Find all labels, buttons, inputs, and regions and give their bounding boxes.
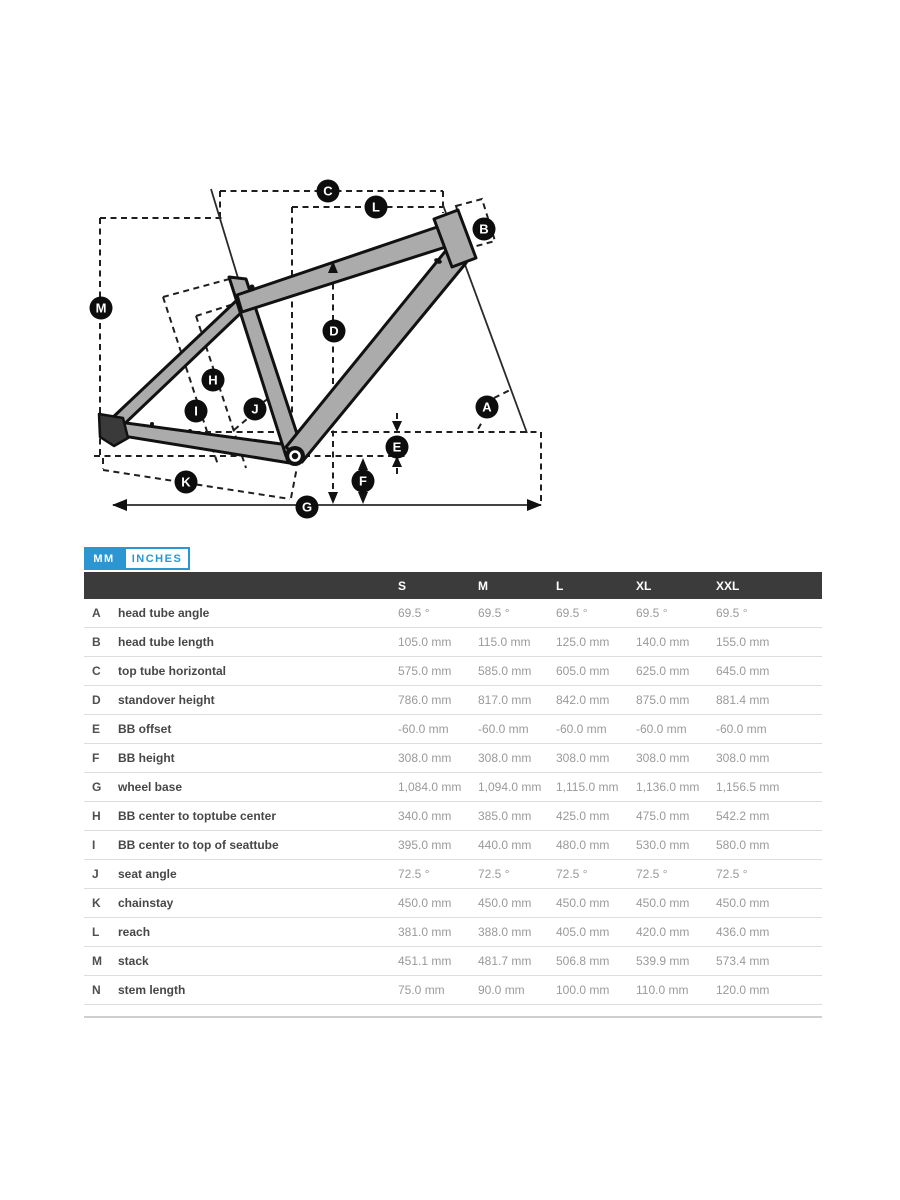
row-label: BB offset bbox=[114, 715, 398, 744]
row-label: head tube angle bbox=[114, 599, 398, 628]
row-label: stack bbox=[114, 947, 398, 976]
row-label: stem length bbox=[114, 976, 398, 1005]
row-value: 530.0 mm bbox=[636, 831, 716, 860]
row-value: 450.0 mm bbox=[556, 889, 636, 918]
table-row bbox=[84, 831, 822, 860]
size-header-row bbox=[84, 572, 822, 599]
row-value: 90.0 mm bbox=[478, 976, 556, 1005]
row-label: head tube length bbox=[114, 628, 398, 657]
size-header-l: L bbox=[556, 572, 636, 599]
row-value: 1,115.0 mm bbox=[556, 773, 636, 802]
row-value: 105.0 mm bbox=[398, 628, 478, 657]
diagram-label-E bbox=[386, 436, 409, 459]
svg-text:D: D bbox=[329, 323, 339, 339]
row-value: 1,156.5 mm bbox=[716, 773, 822, 802]
size-header-xxl: XXL bbox=[716, 572, 822, 599]
diagram-label-D bbox=[323, 320, 346, 343]
svg-text:E: E bbox=[392, 439, 402, 455]
row-value: 450.0 mm bbox=[636, 889, 716, 918]
svg-text:L: L bbox=[372, 199, 380, 215]
row-value: 308.0 mm bbox=[478, 744, 556, 773]
row-value: 405.0 mm bbox=[556, 918, 636, 947]
row-value: 75.0 mm bbox=[398, 976, 478, 1005]
row-value: 120.0 mm bbox=[716, 976, 822, 1005]
inches-toggle-button[interactable]: INCHES bbox=[124, 547, 190, 570]
row-value: 481.7 mm bbox=[478, 947, 556, 976]
row-value: 450.0 mm bbox=[716, 889, 822, 918]
row-letter: L bbox=[84, 918, 114, 947]
row-value: 1,094.0 mm bbox=[478, 773, 556, 802]
row-value: 440.0 mm bbox=[478, 831, 556, 860]
row-value: 340.0 mm bbox=[398, 802, 478, 831]
diagram-label-L bbox=[365, 196, 388, 219]
bottom-bracket bbox=[285, 446, 305, 466]
row-label: top tube horizontal bbox=[114, 657, 398, 686]
row-value: 72.5 ° bbox=[556, 860, 636, 889]
row-value: 1,084.0 mm bbox=[398, 773, 478, 802]
geometry-table-block bbox=[84, 547, 822, 1018]
row-value: 480.0 mm bbox=[556, 831, 636, 860]
svg-text:F: F bbox=[359, 473, 367, 489]
svg-text:K: K bbox=[181, 474, 191, 490]
row-label: BB height bbox=[114, 744, 398, 773]
row-letter: B bbox=[84, 628, 114, 657]
row-value: 817.0 mm bbox=[478, 686, 556, 715]
table-row bbox=[84, 657, 822, 686]
bike-frame bbox=[99, 210, 476, 466]
row-value: -60.0 mm bbox=[636, 715, 716, 744]
diagram-label-K bbox=[175, 471, 198, 494]
seat-stay bbox=[110, 301, 245, 431]
row-value: 308.0 mm bbox=[556, 744, 636, 773]
mm-toggle-button[interactable]: MM bbox=[84, 547, 124, 570]
row-value: 786.0 mm bbox=[398, 686, 478, 715]
row-value: 645.0 mm bbox=[716, 657, 822, 686]
row-label: BB center to top of seattube bbox=[114, 831, 398, 860]
row-value: 69.5 ° bbox=[716, 599, 822, 628]
table-row bbox=[84, 947, 822, 976]
table-row bbox=[84, 715, 822, 744]
row-value: 605.0 mm bbox=[556, 657, 636, 686]
row-value: 388.0 mm bbox=[478, 918, 556, 947]
diagram-label-F bbox=[352, 470, 375, 493]
row-value: -60.0 mm bbox=[716, 715, 822, 744]
diagram-label-G bbox=[296, 496, 319, 519]
table-row bbox=[84, 628, 822, 657]
svg-text:G: G bbox=[301, 499, 313, 515]
row-value: 69.5 ° bbox=[636, 599, 716, 628]
row-label: wheel base bbox=[114, 773, 398, 802]
size-header-m: M bbox=[478, 572, 556, 599]
row-value: 881.4 mm bbox=[716, 686, 822, 715]
row-value: 72.5 ° bbox=[478, 860, 556, 889]
row-value: 542.2 mm bbox=[716, 802, 822, 831]
spec-table-body bbox=[84, 599, 822, 1005]
row-value: 125.0 mm bbox=[556, 628, 636, 657]
size-header-s: S bbox=[398, 572, 478, 599]
row-value: 575.0 mm bbox=[398, 657, 478, 686]
row-label: seat angle bbox=[114, 860, 398, 889]
row-value: 425.0 mm bbox=[556, 802, 636, 831]
row-value: 72.5 ° bbox=[716, 860, 822, 889]
table-row bbox=[84, 599, 822, 628]
diagram-label-A bbox=[476, 396, 499, 419]
diagram-label-C bbox=[317, 180, 340, 203]
chainstay-guide bbox=[150, 422, 154, 426]
diagram-label-B bbox=[473, 218, 496, 241]
row-value: -60.0 mm bbox=[556, 715, 636, 744]
row-label: chainstay bbox=[114, 889, 398, 918]
row-letter: J bbox=[84, 860, 114, 889]
row-letter: N bbox=[84, 976, 114, 1005]
table-row bbox=[84, 976, 822, 1005]
svg-text:M: M bbox=[95, 300, 107, 316]
row-value: 308.0 mm bbox=[636, 744, 716, 773]
row-value: 155.0 mm bbox=[716, 628, 822, 657]
row-value: 1,136.0 mm bbox=[636, 773, 716, 802]
row-letter: D bbox=[84, 686, 114, 715]
row-value: 875.0 mm bbox=[636, 686, 716, 715]
table-row bbox=[84, 802, 822, 831]
measurement-lines bbox=[94, 191, 541, 503]
row-value: -60.0 mm bbox=[478, 715, 556, 744]
unit-toggle bbox=[84, 547, 822, 570]
row-letter: G bbox=[84, 773, 114, 802]
svg-text:C: C bbox=[323, 183, 333, 199]
row-letter: A bbox=[84, 599, 114, 628]
svg-text:A: A bbox=[482, 399, 492, 415]
svg-text:J: J bbox=[251, 401, 259, 417]
row-label: reach bbox=[114, 918, 398, 947]
spec-table bbox=[84, 572, 822, 1005]
row-value: 140.0 mm bbox=[636, 628, 716, 657]
chainstay-guide bbox=[188, 429, 192, 433]
row-value: 381.0 mm bbox=[398, 918, 478, 947]
row-value: 842.0 mm bbox=[556, 686, 636, 715]
row-value: 580.0 mm bbox=[716, 831, 822, 860]
row-value: 436.0 mm bbox=[716, 918, 822, 947]
row-value: 506.8 mm bbox=[556, 947, 636, 976]
row-value: 72.5 ° bbox=[398, 860, 478, 889]
row-value: 69.5 ° bbox=[478, 599, 556, 628]
row-value: 69.5 ° bbox=[556, 599, 636, 628]
row-label: standover height bbox=[114, 686, 398, 715]
rear-dropout bbox=[99, 414, 128, 446]
spec-table-wrap bbox=[84, 572, 822, 1018]
table-row bbox=[84, 773, 822, 802]
row-value: 451.1 mm bbox=[398, 947, 478, 976]
row-value: 395.0 mm bbox=[398, 831, 478, 860]
row-letter: M bbox=[84, 947, 114, 976]
row-letter: F bbox=[84, 744, 114, 773]
seat-clamp bbox=[250, 285, 255, 290]
row-value: 385.0 mm bbox=[478, 802, 556, 831]
table-row bbox=[84, 860, 822, 889]
diagram-label-H bbox=[202, 369, 225, 392]
row-value: 450.0 mm bbox=[398, 889, 478, 918]
row-value: 308.0 mm bbox=[716, 744, 822, 773]
row-label: BB center to toptube center bbox=[114, 802, 398, 831]
row-letter: I bbox=[84, 831, 114, 860]
row-letter: E bbox=[84, 715, 114, 744]
diagram-label-M bbox=[90, 297, 113, 320]
header-letter-col bbox=[84, 572, 114, 599]
row-value: 539.9 mm bbox=[636, 947, 716, 976]
row-value: 450.0 mm bbox=[478, 889, 556, 918]
row-value: 475.0 mm bbox=[636, 802, 716, 831]
row-value: 573.4 mm bbox=[716, 947, 822, 976]
row-value: 308.0 mm bbox=[398, 744, 478, 773]
row-value: 585.0 mm bbox=[478, 657, 556, 686]
table-row bbox=[84, 744, 822, 773]
row-value: -60.0 mm bbox=[398, 715, 478, 744]
size-header-xl: XL bbox=[636, 572, 716, 599]
svg-text:B: B bbox=[479, 221, 489, 237]
row-value: 625.0 mm bbox=[636, 657, 716, 686]
table-row bbox=[84, 918, 822, 947]
row-letter: K bbox=[84, 889, 114, 918]
row-value: 100.0 mm bbox=[556, 976, 636, 1005]
frame-geometry-diagram bbox=[0, 0, 900, 560]
row-value: 110.0 mm bbox=[636, 976, 716, 1005]
row-value: 72.5 ° bbox=[636, 860, 716, 889]
svg-text:I: I bbox=[194, 403, 198, 419]
diagram-label-I bbox=[185, 400, 208, 423]
diagram-label-J bbox=[244, 398, 267, 421]
row-value: 420.0 mm bbox=[636, 918, 716, 947]
chain-stay bbox=[111, 421, 296, 464]
svg-text:H: H bbox=[208, 372, 218, 388]
table-row bbox=[84, 889, 822, 918]
row-letter: H bbox=[84, 802, 114, 831]
row-letter: C bbox=[84, 657, 114, 686]
row-value: 115.0 mm bbox=[478, 628, 556, 657]
table-row bbox=[84, 686, 822, 715]
row-value: 69.5 ° bbox=[398, 599, 478, 628]
header-label-col bbox=[114, 572, 398, 599]
